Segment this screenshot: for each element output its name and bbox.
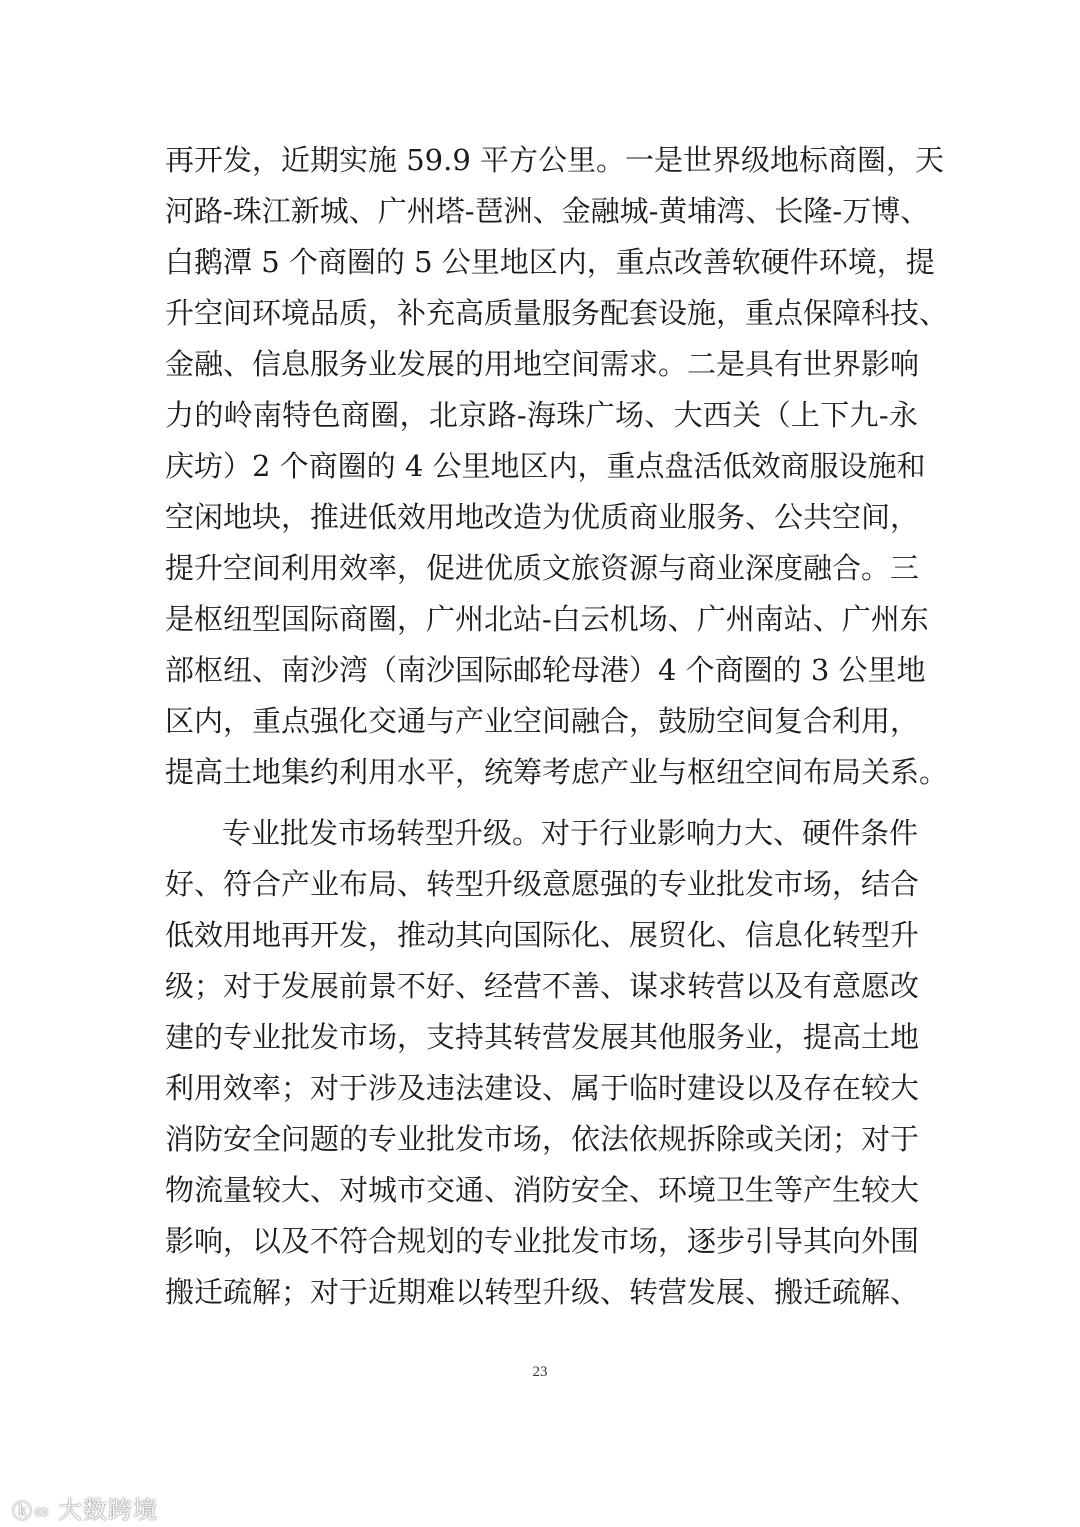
page-number: 23 (532, 1364, 548, 1380)
watermark-text: 大数跨境 (58, 1496, 159, 1524)
text-line: 空闲地块，推进低效用地改造为优质商业服务、公共空间， (165, 500, 920, 534)
text-line: 好、符合产业布局、转型升级意愿强的专业批发市场，结合 (165, 867, 920, 901)
text-line: 金融、信息服务业发展的用地空间需求。二是具有世界影响 (165, 347, 920, 381)
text-line: 搬迁疏解；对于近期难以转型升级、转营发展、搬迁疏解、 (165, 1275, 920, 1309)
watermark (12, 1490, 158, 1525)
text-line: 力的岭南特色商圈，北京路-海珠广场、大西关（上下九-永 (165, 398, 918, 432)
text-line: 低效用地再开发，推动其向国际化、展贸化、信息化转型升 (165, 918, 920, 952)
text-line: 庆坊）2 个商圈的 4 公里地区内，重点盘活低效商服设施和 (165, 449, 926, 483)
text-line: 专业批发市场转型升级。对于行业影响力大、硬件条件 (222, 816, 919, 850)
text-line: 利用效率；对于涉及违法建设、属于临时建设以及存在较大 (165, 1071, 920, 1105)
text-line: 河路-珠江新城、广州塔-琶洲、金融城-黄埔湾、长隆-万博、 (165, 194, 930, 228)
text-line: 物流量较大、对城市交通、消防安全、环境卫生等产生较大 (165, 1173, 920, 1207)
text-line: 白鹅潭 5 个商圈的 5 公里地区内，重点改善软硬件环境，提 (165, 245, 935, 279)
text-line: 建的专业批发市场，支持其转营发展其他服务业，提高土地 (165, 1020, 920, 1054)
text-line: 升空间环境品质，补充高质量服务配套设施，重点保障科技、 (165, 296, 949, 330)
text-line: 提高土地集约利用水平，统筹考虑产业与枢纽空间布局关系。 (165, 755, 949, 789)
text-line: 消防安全问题的专业批发市场，依法依规拆除或关闭；对于 (165, 1122, 920, 1156)
text-line: 再开发，近期实施 59.9 平方公里。一是世界级地标商圈，天 (165, 143, 945, 177)
watermark-logo-icon: ⓚ∞ (12, 1499, 59, 1523)
text-line: 部枢纽、南沙湾（南沙国际邮轮母港）4 个商圈的 3 公里地 (165, 653, 926, 687)
text-line: 是枢纽型国际商圈，广州北站-白云机场、广州南站、广州东 (165, 602, 929, 636)
text-line: 提升空间利用效率，促进优质文旅资源与商业深度融合。三 (165, 551, 920, 585)
text-line: 区内，重点强化交通与产业空间融合，鼓励空间复合利用， (165, 704, 920, 738)
text-line: 级；对于发展前景不好、经营不善、谋求转营以及有意愿改 (165, 969, 920, 1003)
text-line: 影响，以及不符合规划的专业批发市场，逐步引导其向外围 (165, 1224, 920, 1258)
